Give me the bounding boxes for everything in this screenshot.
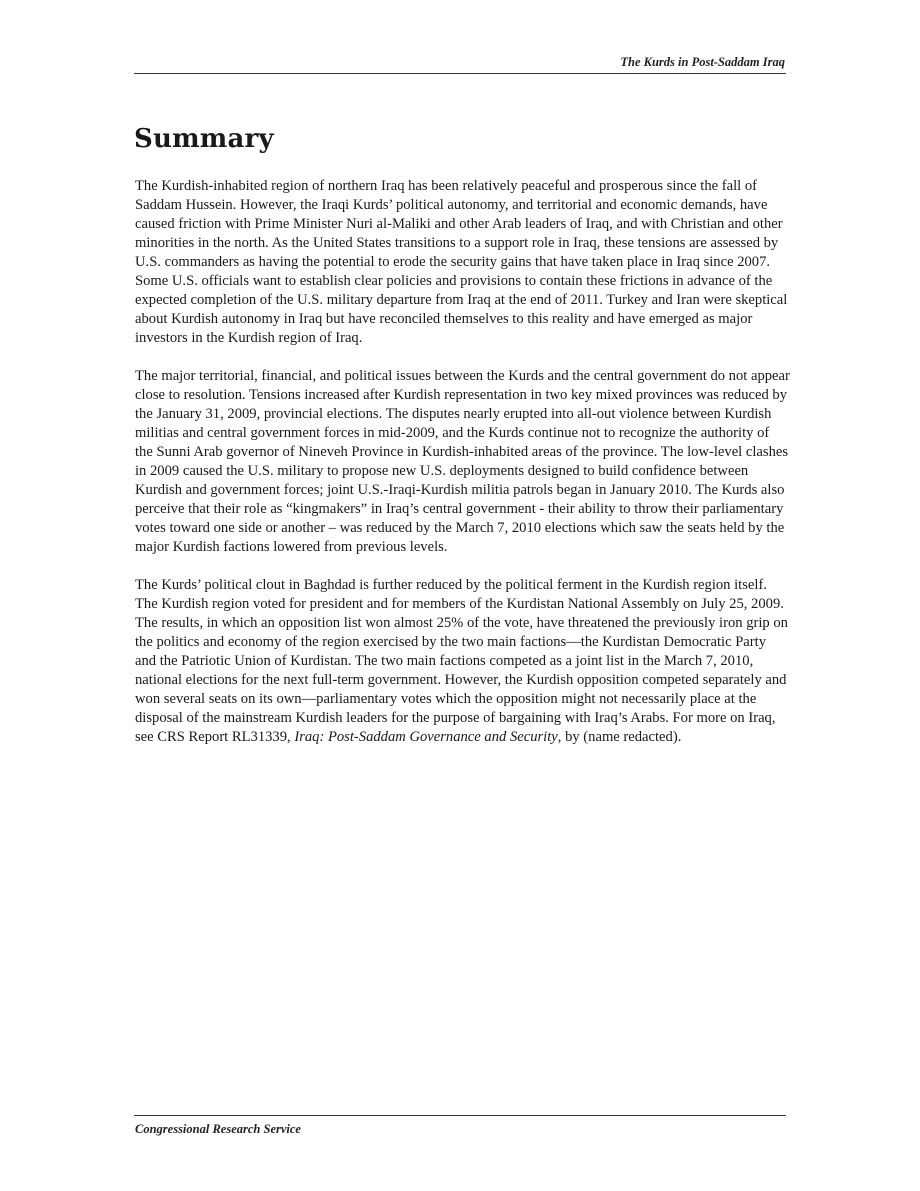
- paragraph-2: The major territorial, financial, and political issues between the Kurds and the central government do not appear close to resolution. Tensions increased after Kurdish representation in two key mixed provinces was reduced by the January 31, 2009, provincial elections. The disputes nearly erupted into all-out violence between Kurdish militias and central government forces in mid-2009, and the Kurds continue not to recognize the authority of the Sunni Arab governor of Nineveh Province in Kurdish-inhabited areas of the province. The low-level clashes in 2009 caused the U.S. military to propose new U.S. deployments designed to build confidence between Kurdish and government forces; joint U.S.-Iraqi-Kurdish militia patrols began in January 2010. The Kurds also perceive that their role as “kingmakers” in Iraq’s central government - their ability to throw their parliamentary votes toward one side or another – was reduced by the March 7, 2010 elections which saw the seats held by the major Kurdish factions lowered from previous levels.: [135, 368, 790, 555]
- running-footer: [134, 1115, 786, 1136]
- report-title-citation: Iraq: Post-Saddam Governance and Security: [294, 729, 558, 745]
- paragraph-3-text: The Kurds’ political clout in Baghdad is further reduced by the political ferment in the Kurdish region itself. The Kurdish region voted for president and for members of the Kurdistan National Assembly on July 25, 2009. The results, in which an opposition list won almost 25% of the vote, have threatened the previously iron grip on the politics and economy of the region exercised by the two main factions—the Kurdistan Democratic Party and the Patriotic Union of Kurdistan. The two main factions competed as a joint list in the March 7, 2010, national elections for the next full-term government. However, the Kurdish opposition competed separately and won several seats on its own—parliamentary votes which the opposition might not necessarily place at the disposal of the mainstream Kurdish leaders for the purpose of bargaining with Iraq’s Arabs. For more on Iraq, see CRS Report RL31339,: [135, 577, 788, 745]
- running-footer-label: Congressional Research Service: [135, 1122, 301, 1136]
- paragraph-3-author: , by (name redacted).: [557, 729, 682, 745]
- paragraph-3: [135, 576, 790, 747]
- paragraph-1: The Kurdish-inhabited region of northern Iraq has been relatively peaceful and prosperous since the fall of Saddam Hussein. However, the Iraqi Kurds’ political autonomy, and territorial and economic demands, have caused friction with Prime Minister Nuri al-Maliki and other Arab leaders of Iraq, and with Christian and other minorities in the north. As the United States transitions to a support role in Iraq, these tensions are assessed by U.S. commanders as having the potential to erode the security gains that have taken place in Iraq since 2007. Some U.S. officials want to establish clear policies and provisions to contain these frictions in advance of the expected completion of the U.S. military departure from Iraq at the end of 2011. Turkey and Iran were skeptical about Kurdish autonomy in Iraq but have reconciled themselves to this reality and have emerged as major investors in the Kurdish region of Iraq.: [135, 178, 788, 346]
- running-header-title: The Kurds in Post-Saddam Iraq: [620, 55, 785, 69]
- running-header: [134, 53, 786, 74]
- body-text: [135, 177, 790, 766]
- section-title: Summary: [134, 124, 274, 154]
